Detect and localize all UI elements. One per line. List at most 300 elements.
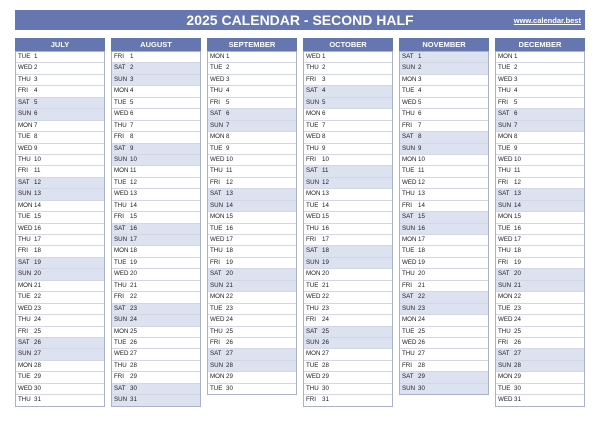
- day-row: [496, 303, 584, 314]
- day-row: [304, 360, 392, 371]
- day-of-week: SUN: [210, 201, 224, 209]
- day-row: [16, 143, 104, 154]
- day-row: [16, 371, 104, 382]
- day-of-week: TUE: [306, 281, 319, 289]
- day-of-week: FRI: [18, 167, 28, 175]
- day-of-week: SUN: [402, 304, 416, 312]
- day-of-week: TUE: [18, 293, 31, 301]
- day-row: [400, 108, 488, 119]
- day-of-week: SUN: [210, 281, 224, 289]
- day-of-week: THU: [306, 224, 319, 232]
- day-number: 16: [322, 224, 329, 232]
- day-row: [496, 394, 584, 405]
- day-number: 12: [226, 178, 233, 186]
- day-of-week: SUN: [18, 190, 32, 198]
- day-of-week: FRI: [306, 396, 316, 404]
- day-number: 1: [418, 53, 422, 60]
- day-row: [400, 360, 488, 371]
- day-row: [112, 85, 200, 96]
- day-number: 21: [226, 281, 233, 289]
- day-of-week: TUE: [210, 224, 223, 232]
- day-of-week: TUE: [114, 98, 127, 106]
- day-of-week: MON: [114, 247, 129, 255]
- day-of-week: TUE: [210, 304, 223, 312]
- month-september: [207, 38, 297, 395]
- day-row: [16, 303, 104, 314]
- day-row: [112, 383, 200, 394]
- day-of-week: THU: [402, 110, 415, 118]
- day-row: [496, 165, 584, 176]
- day-of-week: WED: [402, 178, 417, 186]
- day-of-week: THU: [114, 201, 127, 209]
- day-of-week: MON: [114, 327, 129, 335]
- day-number: 10: [322, 155, 329, 163]
- day-row: [208, 291, 296, 302]
- day-number: 4: [34, 87, 38, 95]
- day-number: 24: [130, 316, 137, 324]
- day-of-week: THU: [306, 304, 319, 312]
- day-of-week: SUN: [114, 75, 128, 83]
- day-of-week: FRI: [114, 213, 124, 221]
- day-of-week: MON: [114, 87, 129, 95]
- day-number: 6: [322, 110, 326, 118]
- day-row: [304, 234, 392, 245]
- day-number: 4: [322, 87, 326, 95]
- day-of-week: TUE: [114, 258, 127, 266]
- day-row: [16, 85, 104, 96]
- day-of-week: TUE: [18, 213, 31, 221]
- day-number: 20: [514, 270, 521, 278]
- day-number: 18: [514, 247, 521, 255]
- calendar-title: 2025 CALENDAR - SECOND HALF: [186, 12, 414, 28]
- day-row: [496, 337, 584, 348]
- day-of-week: TUE: [498, 384, 511, 392]
- day-number: 25: [514, 327, 521, 335]
- day-of-week: MON: [402, 155, 417, 163]
- day-number: 22: [34, 293, 41, 301]
- day-of-week: MON: [498, 373, 513, 381]
- day-row: [304, 51, 392, 62]
- day-of-week: FRI: [210, 98, 220, 106]
- day-number: 6: [130, 110, 134, 118]
- day-list: [15, 51, 105, 407]
- day-of-week: SUN: [306, 178, 320, 186]
- day-of-week: MON: [114, 167, 129, 175]
- day-of-week: TUE: [402, 87, 415, 95]
- day-of-week: SUN: [18, 270, 32, 278]
- day-number: 29: [322, 373, 329, 381]
- day-number: 12: [130, 178, 137, 186]
- day-row: [112, 165, 200, 176]
- day-row: [304, 211, 392, 222]
- day-of-week: FRI: [114, 133, 124, 141]
- day-row: [208, 348, 296, 359]
- day-of-week: THU: [498, 327, 511, 335]
- day-number: 27: [130, 350, 137, 358]
- day-list: [111, 51, 201, 407]
- day-number: 31: [34, 396, 41, 404]
- day-of-week: SAT: [402, 373, 414, 381]
- day-of-week: SUN: [498, 281, 512, 289]
- day-row: [496, 177, 584, 188]
- day-row: [16, 383, 104, 394]
- day-of-week: FRI: [498, 258, 508, 266]
- day-number: 5: [34, 98, 38, 106]
- day-of-week: SAT: [114, 64, 126, 72]
- day-of-week: SAT: [18, 178, 30, 186]
- day-of-week: MON: [210, 293, 225, 301]
- day-number: 21: [514, 281, 521, 289]
- day-row: [304, 303, 392, 314]
- day-row: [208, 165, 296, 176]
- day-of-week: SAT: [210, 270, 222, 278]
- day-of-week: TUE: [210, 64, 223, 72]
- day-row: [304, 371, 392, 382]
- day-of-week: THU: [306, 64, 319, 72]
- day-of-week: SUN: [114, 155, 128, 163]
- day-number: 22: [418, 293, 425, 301]
- day-row: [208, 280, 296, 291]
- day-number: 9: [322, 144, 326, 152]
- day-row: [400, 291, 488, 302]
- day-number: 10: [418, 155, 425, 163]
- day-row: [208, 74, 296, 85]
- day-of-week: FRI: [18, 327, 28, 335]
- day-number: 20: [322, 270, 329, 278]
- day-row: [304, 177, 392, 188]
- day-of-week: WED: [402, 98, 417, 106]
- day-of-week: TUE: [402, 167, 415, 175]
- day-number: 5: [226, 98, 230, 106]
- day-number: 5: [322, 98, 326, 106]
- day-row: [496, 97, 584, 108]
- day-number: 25: [34, 327, 41, 335]
- day-row: [112, 314, 200, 325]
- day-row: [208, 383, 296, 394]
- day-number: 4: [418, 87, 422, 95]
- day-number: 19: [34, 258, 41, 266]
- day-row: [400, 165, 488, 176]
- day-of-week: MON: [306, 350, 321, 358]
- day-row: [400, 74, 488, 85]
- day-number: 1: [226, 53, 230, 60]
- day-row: [208, 97, 296, 108]
- day-number: 25: [418, 327, 425, 335]
- day-number: 11: [130, 167, 137, 175]
- day-of-week: SAT: [210, 350, 222, 358]
- day-row: [304, 245, 392, 256]
- day-of-week: THU: [18, 396, 31, 404]
- day-number: 28: [322, 361, 329, 369]
- day-row: [16, 188, 104, 199]
- month-october: [303, 38, 393, 407]
- day-row: [208, 223, 296, 234]
- day-of-week: TUE: [114, 178, 127, 186]
- day-row: [112, 348, 200, 359]
- day-row: [112, 337, 200, 348]
- day-row: [496, 383, 584, 394]
- day-of-week: THU: [498, 167, 511, 175]
- day-number: 21: [130, 281, 137, 289]
- day-number: 22: [322, 293, 329, 301]
- day-of-week: WED: [306, 53, 321, 60]
- day-row: [208, 131, 296, 142]
- day-row: [112, 291, 200, 302]
- day-row: [496, 245, 584, 256]
- day-number: 8: [418, 133, 422, 141]
- day-of-week: SAT: [210, 110, 222, 118]
- day-of-week: WED: [498, 75, 513, 83]
- day-of-week: SUN: [114, 236, 128, 243]
- day-of-week: THU: [402, 190, 415, 198]
- day-row: [400, 188, 488, 199]
- day-number: 19: [418, 258, 425, 266]
- day-row: [112, 188, 200, 199]
- day-of-week: TUE: [498, 224, 511, 232]
- day-row: [400, 348, 488, 359]
- day-of-week: MON: [402, 316, 417, 324]
- day-of-week: SAT: [306, 327, 318, 335]
- day-number: 27: [34, 350, 41, 358]
- day-row: [16, 200, 104, 211]
- day-row: [400, 314, 488, 325]
- day-number: 12: [322, 178, 329, 186]
- day-row: [400, 200, 488, 211]
- day-number: 21: [418, 281, 425, 289]
- day-number: 30: [322, 384, 329, 392]
- day-of-week: SAT: [306, 167, 318, 175]
- day-of-week: SUN: [306, 98, 320, 106]
- day-number: 11: [418, 167, 425, 175]
- day-of-week: FRI: [210, 338, 220, 346]
- day-number: 25: [322, 327, 329, 335]
- day-number: 13: [226, 190, 233, 198]
- day-number: 20: [130, 270, 137, 278]
- day-number: 26: [322, 338, 329, 346]
- day-row: [496, 74, 584, 85]
- day-number: 26: [130, 338, 137, 346]
- day-row: [496, 62, 584, 73]
- day-number: 9: [418, 144, 422, 152]
- day-row: [496, 280, 584, 291]
- day-of-week: FRI: [210, 258, 220, 266]
- day-of-week: TUE: [18, 53, 31, 60]
- month-header: JULY: [15, 38, 105, 51]
- day-number: 17: [130, 236, 137, 243]
- day-row: [400, 257, 488, 268]
- day-of-week: SUN: [402, 384, 416, 392]
- day-number: 3: [226, 75, 230, 83]
- day-number: 23: [226, 304, 233, 312]
- day-number: 23: [130, 304, 137, 312]
- day-row: [304, 165, 392, 176]
- day-of-week: SAT: [498, 190, 510, 198]
- day-number: 27: [418, 350, 425, 358]
- day-row: [400, 337, 488, 348]
- day-row: [16, 326, 104, 337]
- day-number: 27: [322, 350, 329, 358]
- day-of-week: THU: [18, 316, 31, 324]
- day-number: 16: [130, 224, 137, 232]
- day-row: [400, 51, 488, 62]
- day-row: [16, 280, 104, 291]
- day-number: 2: [418, 64, 422, 72]
- day-number: 15: [514, 213, 521, 221]
- day-number: 2: [322, 64, 326, 72]
- day-of-week: SAT: [114, 144, 126, 152]
- day-row: [16, 97, 104, 108]
- day-number: 23: [322, 304, 329, 312]
- day-of-week: TUE: [498, 144, 511, 152]
- day-of-week: MON: [498, 213, 513, 221]
- day-number: 13: [514, 190, 521, 198]
- day-row: [496, 200, 584, 211]
- day-number: 9: [226, 144, 230, 152]
- day-of-week: THU: [210, 87, 223, 95]
- day-number: 26: [418, 338, 425, 346]
- month-december: [495, 38, 585, 407]
- day-number: 17: [34, 236, 41, 243]
- day-number: 23: [514, 304, 521, 312]
- day-number: 18: [130, 247, 137, 255]
- day-number: 31: [514, 396, 521, 404]
- day-row: [496, 291, 584, 302]
- day-of-week: MON: [210, 213, 225, 221]
- day-of-week: FRI: [210, 178, 220, 186]
- day-of-week: FRI: [498, 98, 508, 106]
- day-row: [16, 234, 104, 245]
- day-row: [400, 234, 488, 245]
- day-number: 14: [226, 201, 233, 209]
- day-row: [16, 165, 104, 176]
- day-row: [208, 211, 296, 222]
- day-of-week: TUE: [498, 64, 511, 72]
- day-number: 15: [34, 213, 41, 221]
- day-of-week: SAT: [114, 224, 126, 232]
- day-number: 8: [34, 133, 38, 141]
- month-header: DECEMBER: [495, 38, 585, 51]
- day-row: [112, 120, 200, 131]
- day-row: [304, 257, 392, 268]
- day-number: 6: [418, 110, 422, 118]
- day-row: [112, 257, 200, 268]
- day-of-week: SUN: [210, 361, 224, 369]
- day-number: 28: [34, 361, 41, 369]
- day-row: [112, 154, 200, 165]
- day-of-week: SAT: [114, 304, 126, 312]
- day-row: [208, 120, 296, 131]
- day-number: 14: [514, 201, 521, 209]
- website-link[interactable]: www.calendar.best: [513, 16, 581, 25]
- day-number: 8: [322, 133, 326, 141]
- day-number: 7: [418, 121, 422, 129]
- day-number: 12: [418, 178, 425, 186]
- day-number: 29: [514, 373, 521, 381]
- day-number: 13: [34, 190, 41, 198]
- day-row: [400, 62, 488, 73]
- day-row: [400, 211, 488, 222]
- day-row: [16, 291, 104, 302]
- day-row: [304, 188, 392, 199]
- day-of-week: WED: [498, 396, 513, 404]
- day-number: 9: [130, 144, 134, 152]
- day-row: [16, 120, 104, 131]
- day-of-week: THU: [402, 350, 415, 358]
- day-number: 7: [226, 121, 230, 129]
- day-of-week: MON: [18, 281, 33, 289]
- day-row: [16, 360, 104, 371]
- day-row: [400, 143, 488, 154]
- day-of-week: FRI: [18, 87, 28, 95]
- day-number: 13: [418, 190, 425, 198]
- day-number: 18: [226, 247, 233, 255]
- day-of-week: THU: [210, 327, 223, 335]
- day-number: 26: [226, 338, 233, 346]
- day-row: [496, 371, 584, 382]
- day-row: [304, 200, 392, 211]
- day-row: [112, 234, 200, 245]
- day-number: 11: [226, 167, 233, 175]
- day-row: [400, 326, 488, 337]
- day-number: 31: [322, 396, 329, 404]
- day-of-week: WED: [18, 144, 33, 152]
- day-of-week: MON: [498, 53, 513, 60]
- month-header: OCTOBER: [303, 38, 393, 51]
- day-of-week: MON: [498, 133, 513, 141]
- day-of-week: THU: [210, 247, 223, 255]
- day-number: 10: [34, 155, 41, 163]
- day-of-week: WED: [114, 190, 129, 198]
- day-row: [304, 62, 392, 73]
- day-number: 10: [130, 155, 137, 163]
- day-row: [112, 211, 200, 222]
- day-row: [400, 177, 488, 188]
- day-number: 10: [226, 155, 233, 163]
- day-row: [208, 371, 296, 382]
- day-row: [400, 268, 488, 279]
- day-row: [16, 394, 104, 405]
- day-row: [304, 291, 392, 302]
- day-row: [496, 223, 584, 234]
- month-november: [399, 38, 489, 395]
- day-of-week: MON: [306, 270, 321, 278]
- day-of-week: SAT: [18, 98, 30, 106]
- day-of-week: THU: [18, 75, 31, 83]
- calendar-banner: [15, 10, 585, 30]
- day-of-week: SAT: [498, 270, 510, 278]
- day-number: 30: [130, 384, 137, 392]
- day-of-week: WED: [210, 155, 225, 163]
- day-row: [16, 245, 104, 256]
- day-number: 21: [34, 281, 41, 289]
- day-of-week: TUE: [306, 121, 319, 129]
- day-of-week: MON: [18, 201, 33, 209]
- day-row: [304, 314, 392, 325]
- day-of-week: WED: [18, 304, 33, 312]
- day-number: 3: [514, 75, 518, 83]
- day-row: [112, 303, 200, 314]
- day-row: [208, 326, 296, 337]
- day-row: [112, 360, 200, 371]
- day-number: 27: [226, 350, 233, 358]
- day-of-week: SUN: [498, 121, 512, 129]
- day-row: [112, 394, 200, 405]
- day-row: [16, 74, 104, 85]
- day-row: [304, 97, 392, 108]
- month-header: NOVEMBER: [399, 38, 489, 51]
- day-row: [304, 383, 392, 394]
- day-row: [112, 62, 200, 73]
